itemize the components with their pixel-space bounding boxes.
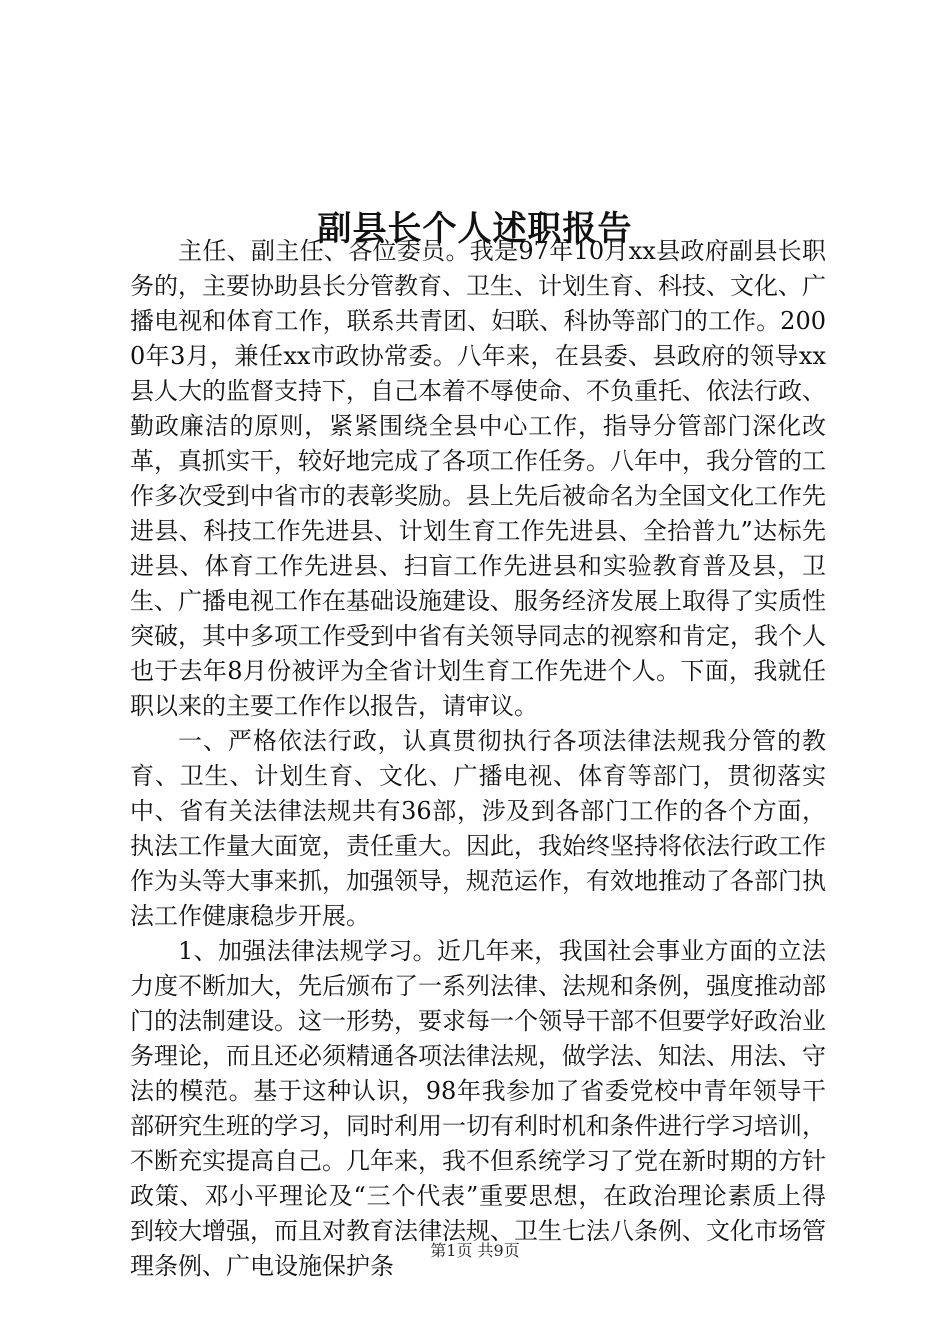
paragraph-intro: 主任、副主任、各位委员。我是97年10月xx县政府副县长职务的，主要协助县长分管教育、卫生、计划生育、科技、文化、广播电视和体育工作，联系共青团、妇联、科协等部门的工作。2000年3月，兼任xx市政协常委。八年来，在县委、县政府的领导xx县人大的监督支持下，自己本着不辱使命、不负重托、依法行政、勤政廉洁的原则，紧紧围绕全县中心工作，指导分管部门深化改革，真抓实干，较好地完成了各项工作任务。八年中，我分管的工作多次受到中省市的表彰奖励。县上先后被命名为全国文化工作先进县、科技工作先进县、计划生育工作先进县、全拾普九”达标先进县、体育工作先进县、扫盲工作先进县和实验教育普及县，卫生、广播电视工作在基础设施建设、服务经济发展上取得了实质性突破，其中多项工作受到中省有关领导同志的视察和肯定，我个人也于去年8月份被评为全省计划生育工作先进个人。下面，我就任职以来的主要工作作以报告，请审议。 bbox=[130, 237, 826, 720]
document-title: 副县长个人述职报告 bbox=[317, 208, 633, 249]
paragraph-item-one: 1、加强法律法规学习。近几年来，我国社会事业方面的立法力度不断加大，先后颁布了一系列法律、法规和条例，强度推动部门的法制建设。这一形势，要求每一个领导干部不但要学好政治业务理论，而且还必须精通各项法律法规，做学法、知法、用法、守法的模范。基于这种认识，98年我参加了省委党校中青年领导干部研究生班的学习，同时利用一切有利时机和条件进行学习培训，不断充实提高自己。几年来，我不但系统学习了党在新时期的方针政策、邓小平理论及“三个代表”重要思想，在政治理论素质上得到较大增强，而且对教育法律法规、卫生七法八条例、文化市场管理条例、广电设施保护条 bbox=[130, 937, 826, 1280]
document-body bbox=[130, 234, 826, 1284]
page-footer: 第1页 共9页 bbox=[430, 1241, 520, 1260]
paragraph-section-one: 一、严格依法行政，认真贯彻执行各项法律法规我分管的教育、卫生、计划生育、文化、广播电视、体育等部门，贯彻落实中、省有关法律法规共有36部，涉及到各部门工作的各个方面，执法工作量大面宽，责任重大。因此，我始终坚持将依法行政工作作为头等大事来抓，加强领导，规范运作，有效地推动了各部门执法工作健康稳步开展。 bbox=[130, 727, 826, 930]
